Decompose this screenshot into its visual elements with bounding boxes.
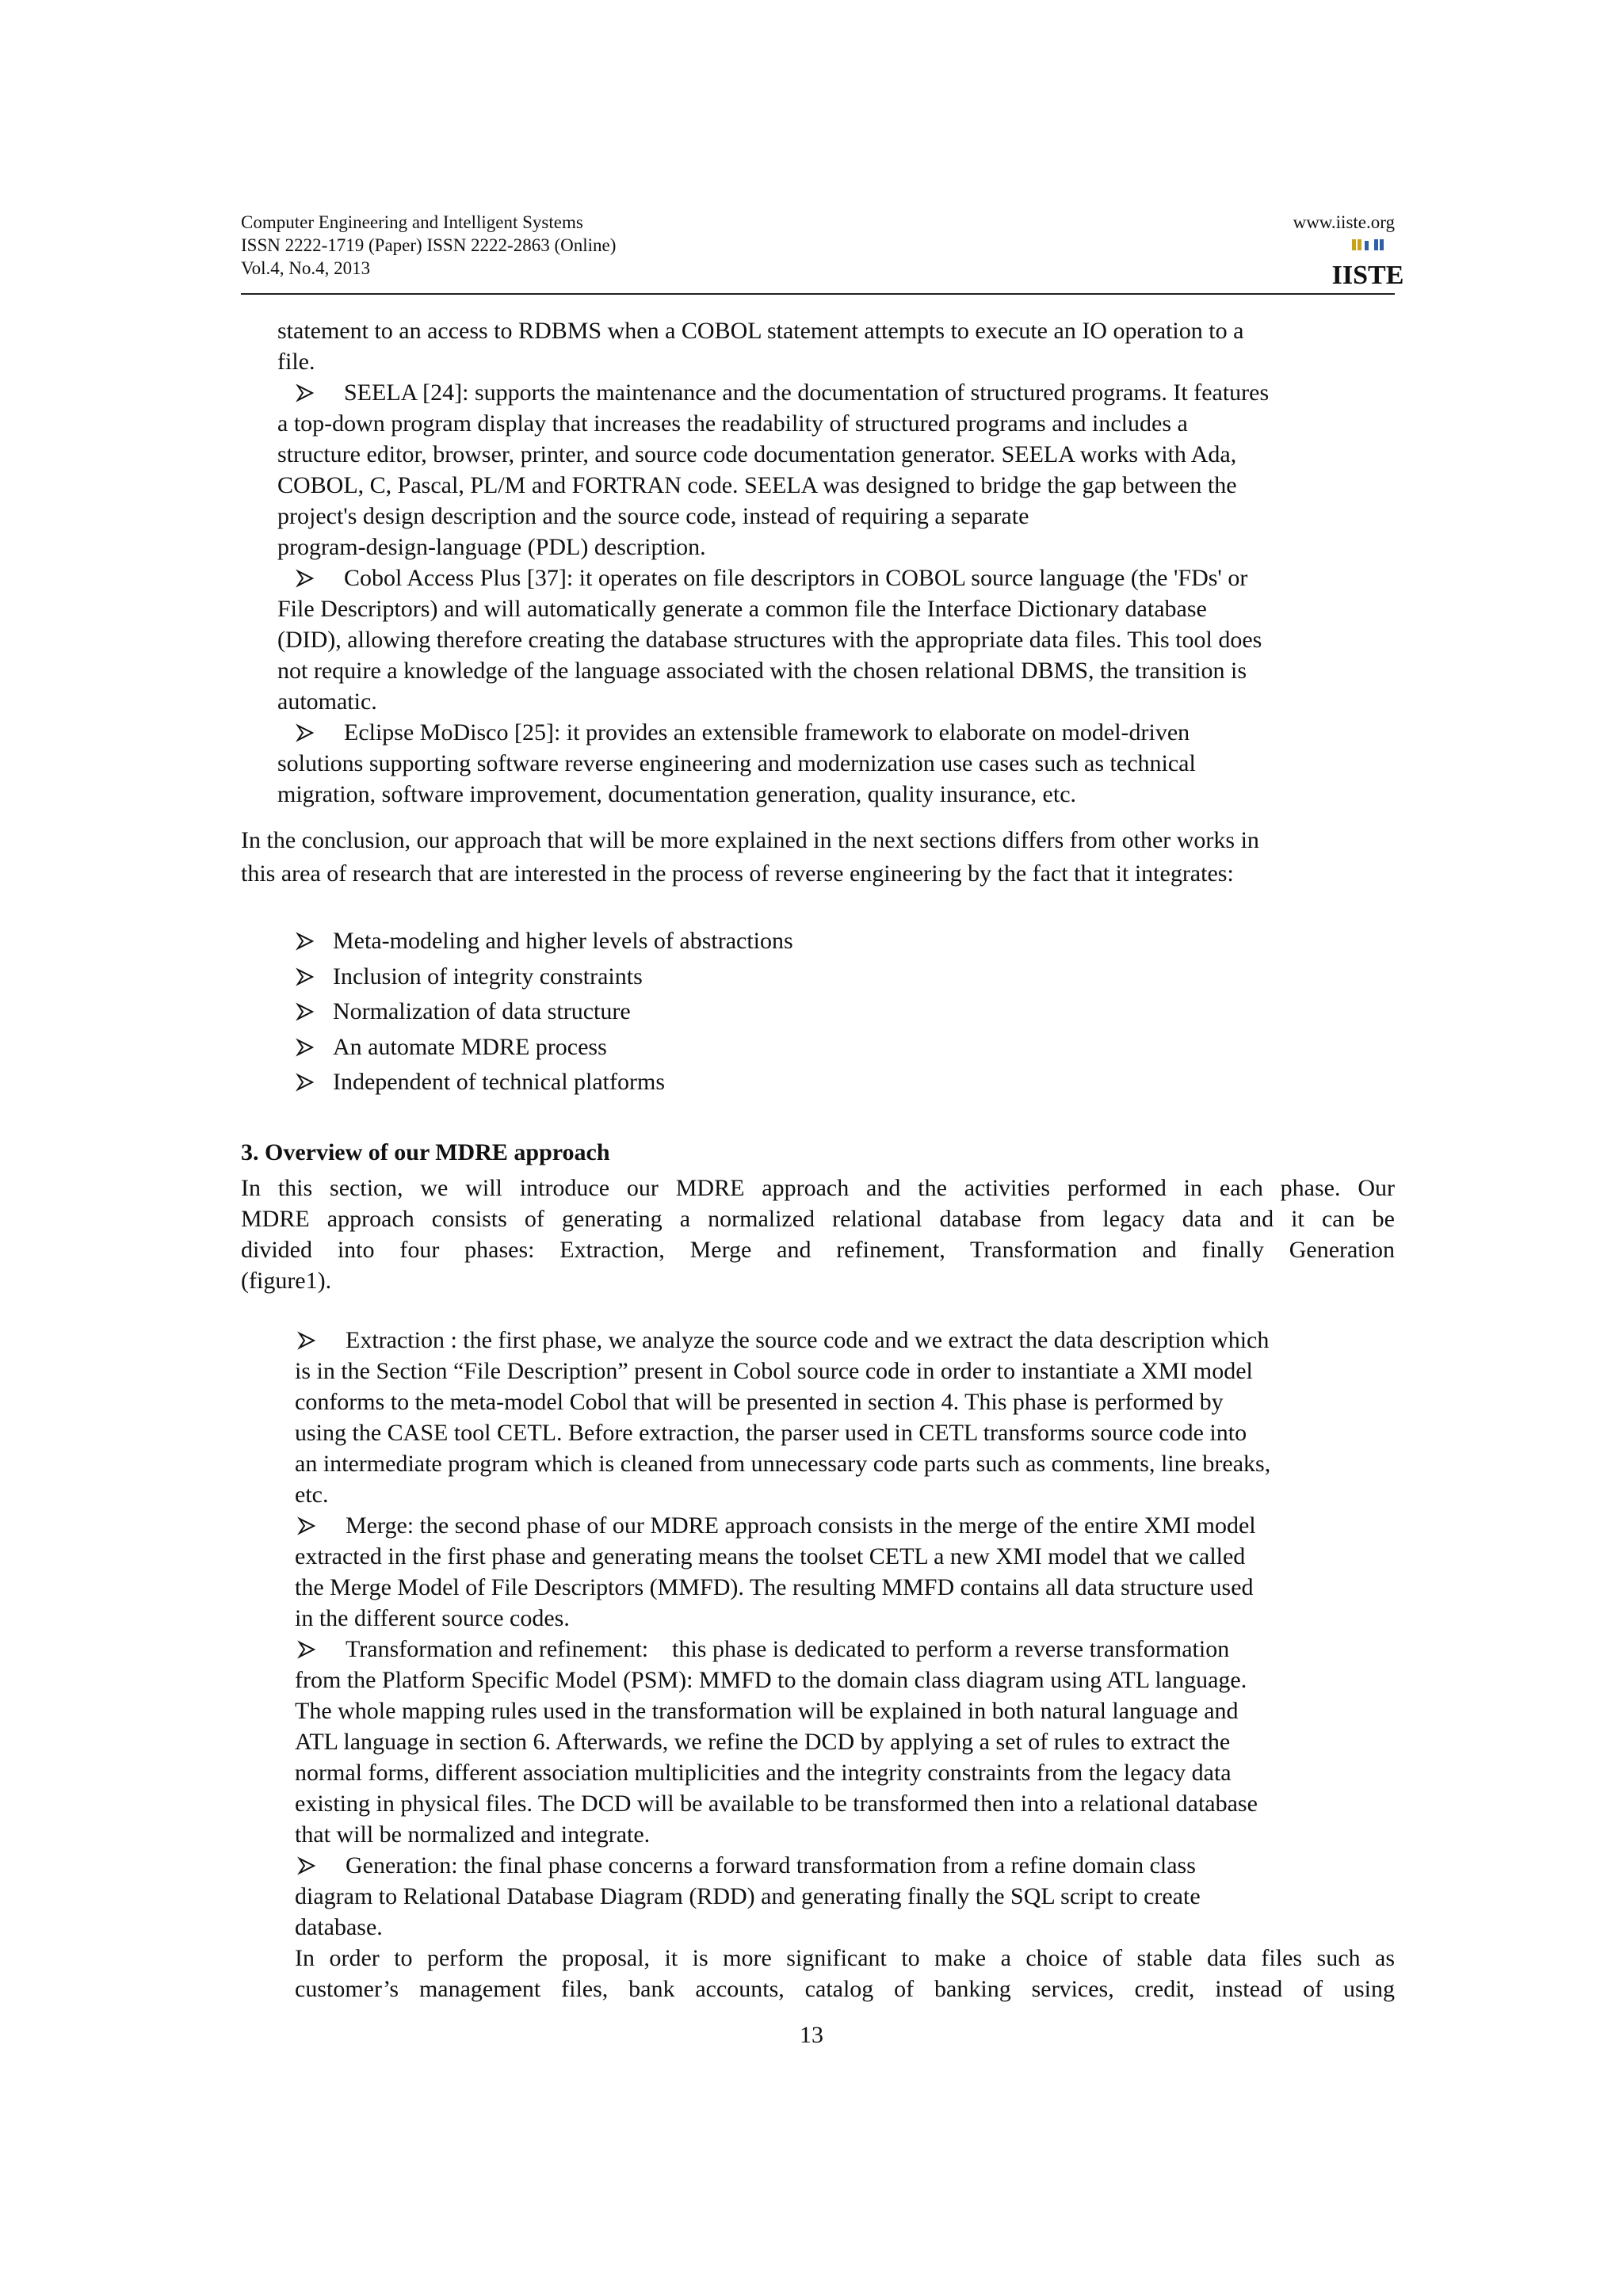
arrow-bullet-icon bbox=[298, 1641, 315, 1658]
arrow-bullet-icon bbox=[296, 1003, 314, 1020]
page-number: 13 bbox=[800, 2022, 823, 2048]
tools-list bbox=[277, 377, 1395, 810]
arrow-bullet-icon bbox=[296, 384, 314, 402]
integrates-list bbox=[296, 924, 793, 1100]
arrow-bullet-icon bbox=[298, 1857, 315, 1875]
phase-merge: Merge: the second phase of our MDRE approach consists in the merge of the entire XMI model extracted in the first phase and generating means the toolset CETL a new XMI model that we called the Merge Model of File Descriptors (MMFD). The resulting MMFD contains all data structure used in the different source codes. bbox=[295, 1512, 1256, 1631]
journal-header bbox=[241, 211, 616, 280]
phase-transformation: Transformation and refinement: this phase is dedicated to perform a reverse transformation from the Platform Specific Model (PSM): MMFD to the domain class diagram using ATL language. The whole mapping rules used in the transformation will be explained in both natural language and ATL language in section 6. Afterwards, we refine the DCD by applying a set of rules to extract the normal forms, different association multiplicities and the integrity constraints from the legacy data existing in physical files. The DCD will be available to be transformed then into a relational database that will be normalized and integrate. bbox=[295, 1636, 1258, 1848]
arrow-bullet-icon bbox=[296, 570, 314, 587]
arrow-bullet-icon bbox=[296, 724, 314, 742]
list-item: An automate MDRE process bbox=[296, 1030, 793, 1066]
list-item: Normalization of data structure bbox=[296, 994, 793, 1030]
tool-item-cobol-access-plus: Cobol Access Plus [37]: it operates on file descriptors in COBOL source language (the 'FDs' or File Descriptors) and will automatically generate a common file the Interface Dictionary database (DID), allowing therefore creating the database structures with the appropriate data files. This tool does not require a knowledge of the language associated with the chosen relational DBMS, the transition is automatic. bbox=[277, 565, 1262, 715]
arrow-bullet-icon bbox=[298, 1332, 315, 1349]
phases-list bbox=[295, 1325, 1395, 2004]
journal-volume: Vol.4, No.4, 2013 bbox=[241, 258, 371, 278]
iiste-logo bbox=[1331, 238, 1404, 290]
arrow-bullet-icon bbox=[296, 968, 314, 986]
list-item: Inclusion of integrity constraints bbox=[296, 959, 793, 995]
list-item: Meta-modeling and higher levels of abstractions bbox=[296, 924, 793, 959]
phase-extraction: Extraction : the first phase, we analyze the source code and we extract the data description which is in the Section “File Description” present in Cobol source code in order to instantiate a XMI model conforms to the meta-model Cobol that will be presented in section 4. This phase is performed by using the CASE tool CETL. Before extraction, the parser used in CETL transforms source code into an intermediate program which is cleaned from unnecessary code parts such as comments, line breaks, etc. bbox=[295, 1327, 1271, 1508]
journal-title: Computer Engineering and Intelligent Systems bbox=[241, 212, 583, 232]
journal-url[interactable]: www.iiste.org bbox=[1293, 212, 1395, 232]
arrow-bullet-icon bbox=[296, 1074, 314, 1091]
section3-paragraph: In this section, we will introduce our MDRE approach and the activities performed in each phase. Our MDRE approach consists of generating a normalized relational database from legacy data and it can be divided into four phases: Extraction, Merge and refinement, Transformation and finally Generation (figure1). bbox=[241, 1175, 1395, 1294]
tool-item-seela: SEELA [24]: supports the maintenance and the documentation of structured programs. It features a top-down program display that increases the readability of structured programs and includes a structure editor, browser, printer, and source code documentation generator. SEELA works with Ada, COBOL, C, Pascal, PL/M and FORTRAN code. SEELA was designed to bridge the gap between the project's design description and the source code, instead of requiring a separate program-design-language (PDL) description. bbox=[277, 379, 1270, 560]
conclusion-paragraph: In the conclusion, our approach that will be more explained in the next sections differs from other works in this area of research that are interested in the process of reverse engineering by the fact that it integrates: bbox=[241, 827, 1259, 887]
header-rule bbox=[241, 293, 1395, 295]
arrow-bullet-icon bbox=[296, 933, 314, 950]
intro-paragraph: statement to an access to RDBMS when a COBOL statement attempts to execute an IO operation to a file. bbox=[277, 318, 1244, 375]
phase-generation: Generation: the final phase concerns a forward transformation from a refine domain class diagram to Relational Database Diagram (RDD) and generating finally the SQL script to create database. bbox=[295, 1852, 1201, 1940]
section-heading: 3. Overview of our MDRE approach bbox=[241, 1139, 610, 1165]
list-item: Independent of technical platforms bbox=[296, 1065, 793, 1100]
arrow-bullet-icon bbox=[296, 1039, 314, 1056]
closing-paragraph: In order to perform the proposal, it is more significant to make a choice of stable data files such as customer’s management files, bank accounts, catalog of banking services, credit, instead of using bbox=[295, 1945, 1395, 2002]
arrow-bullet-icon bbox=[298, 1517, 315, 1535]
tool-item-eclipse-modisco: Eclipse MoDisco [25]: it provides an extensible framework to elaborate on model-driven solutions supporting software reverse engineering and modernization use cases such as technical migration, software improvement, documentation generation, quality insurance, etc. bbox=[277, 719, 1196, 807]
svg-text:IISTE: IISTE bbox=[1331, 261, 1404, 290]
journal-issn: ISSN 2222-1719 (Paper) ISSN 2222-2863 (Online) bbox=[241, 235, 617, 255]
